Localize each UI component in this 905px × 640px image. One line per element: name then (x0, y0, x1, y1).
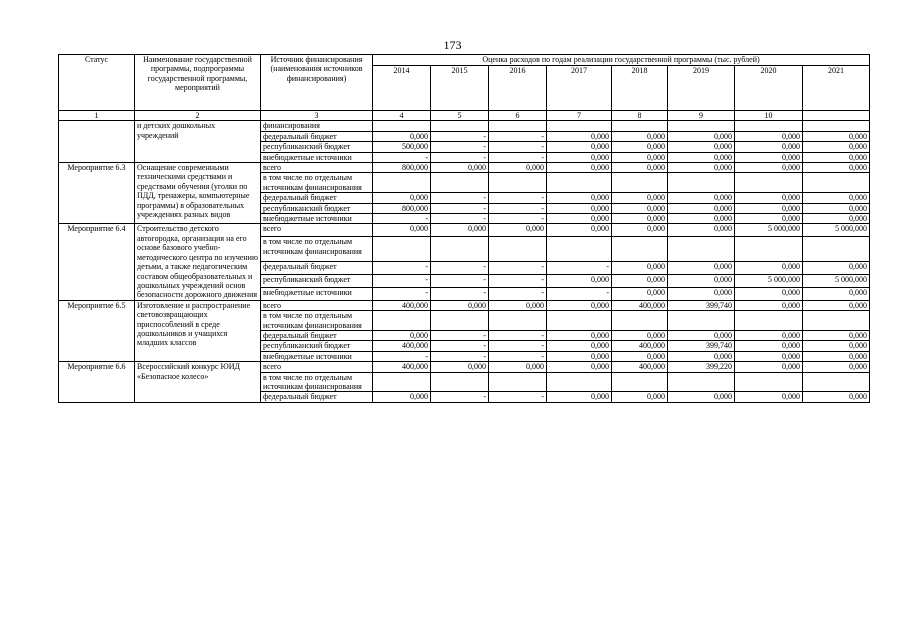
amount-cell: - (489, 341, 547, 351)
amount-cell: 0,000 (489, 362, 547, 372)
activity-name: Всероссийский конкурс ЮИД «Безопасное колесо» (135, 362, 261, 403)
amount-cell: - (489, 330, 547, 340)
amount-cell: - (431, 152, 489, 162)
amount-cell: 0,000 (373, 193, 431, 203)
amount-cell: 0,000 (431, 163, 489, 173)
amount-cell: - (431, 287, 489, 300)
amount-cell: - (489, 203, 547, 213)
amount-cell (668, 173, 735, 193)
amount-cell (612, 372, 668, 392)
amount-cell: 0,000 (668, 287, 735, 300)
amount-cell: 0,000 (803, 287, 870, 300)
amount-cell: 0,000 (803, 330, 870, 340)
amount-cell: - (489, 392, 547, 402)
amount-cell (373, 372, 431, 392)
amount-cell: 0,000 (612, 163, 668, 173)
amount-cell: 0,000 (612, 152, 668, 162)
amount-cell: 0,000 (489, 224, 547, 237)
header-name: Наименование государственной программы, подпрограммы государственной программы, мероприятий (135, 55, 261, 111)
amount-cell: 0,000 (735, 163, 803, 173)
funding-source: внебюджетные источники (261, 351, 373, 361)
amount-cell: - (431, 351, 489, 361)
amount-cell (373, 121, 431, 131)
amount-cell: 0,000 (612, 261, 668, 274)
funding-source: в том числе по отдельным источникам финансирования (261, 173, 373, 193)
amount-cell: 0,000 (803, 300, 870, 310)
funding-source: всего (261, 362, 373, 372)
amount-cell (431, 121, 489, 131)
amount-cell: 0,000 (803, 152, 870, 162)
amount-cell: 0,000 (735, 261, 803, 274)
funding-source: федеральный бюджет (261, 193, 373, 203)
amount-cell: 0,000 (668, 224, 735, 237)
amount-cell: 0,000 (431, 362, 489, 372)
amount-cell: 0,000 (803, 203, 870, 213)
column-number: 5 (431, 111, 489, 121)
funding-source: республиканский бюджет (261, 142, 373, 152)
funding-source: в том числе по отдельным источникам финансирования (261, 311, 373, 331)
amount-cell: 0,000 (612, 351, 668, 361)
amount-cell: 0,000 (547, 163, 612, 173)
amount-cell: - (373, 287, 431, 300)
amount-cell: 0,000 (668, 131, 735, 141)
amount-cell (547, 173, 612, 193)
amount-cell: 5 000,000 (803, 274, 870, 287)
amount-cell: 0,000 (668, 392, 735, 402)
funding-source: всего (261, 163, 373, 173)
amount-cell: 400,000 (373, 362, 431, 372)
activity-status: Мероприятие 6.3 (59, 163, 135, 224)
amount-cell: - (489, 274, 547, 287)
column-number: 7 (547, 111, 612, 121)
header-year: 2020 (735, 66, 803, 111)
amount-cell: 0,000 (547, 351, 612, 361)
amount-cell: 0,000 (668, 214, 735, 224)
amount-cell: 0,000 (373, 392, 431, 402)
amount-cell: 0,000 (547, 214, 612, 224)
amount-cell: 0,000 (803, 193, 870, 203)
amount-cell: - (431, 330, 489, 340)
amount-cell (431, 237, 489, 262)
amount-cell (547, 372, 612, 392)
amount-cell: - (489, 261, 547, 274)
amount-cell: - (373, 351, 431, 361)
table-row (59, 163, 870, 173)
amount-cell (803, 121, 870, 131)
amount-cell: 0,000 (612, 287, 668, 300)
amount-cell: 0,000 (668, 351, 735, 361)
column-number: 8 (612, 111, 668, 121)
amount-cell (612, 121, 668, 131)
table-row (59, 121, 870, 131)
amount-cell (431, 173, 489, 193)
amount-cell: 800,000 (373, 163, 431, 173)
amount-cell: - (489, 351, 547, 361)
amount-cell (489, 173, 547, 193)
funding-source: федеральный бюджет (261, 131, 373, 141)
page-number: 173 (443, 38, 462, 52)
funding-source: в том числе по отдельным источникам финансирования (261, 237, 373, 262)
amount-cell: 0,000 (547, 203, 612, 213)
column-number: 4 (373, 111, 431, 121)
amount-cell (612, 311, 668, 331)
amount-cell: - (373, 152, 431, 162)
amount-cell: 500,000 (373, 142, 431, 152)
table-body (59, 121, 870, 402)
amount-cell: 400,000 (612, 362, 668, 372)
amount-cell: - (431, 274, 489, 287)
amount-cell: 0,000 (612, 203, 668, 213)
amount-cell: 400,000 (612, 341, 668, 351)
amount-cell: 0,000 (489, 300, 547, 310)
amount-cell: 400,000 (373, 341, 431, 351)
amount-cell (668, 311, 735, 331)
amount-cell (803, 311, 870, 331)
amount-cell: 399,220 (668, 362, 735, 372)
amount-cell: 0,000 (735, 152, 803, 162)
budget-table (58, 54, 870, 403)
amount-cell: - (547, 287, 612, 300)
amount-cell: 0,000 (735, 203, 803, 213)
header-source: Источник финансирования (наименования источников финансирования) (261, 55, 373, 111)
amount-cell: - (489, 142, 547, 152)
amount-cell: 0,000 (612, 131, 668, 141)
amount-cell: 0,000 (547, 274, 612, 287)
activity-status: Мероприятие 6.5 (59, 300, 135, 361)
amount-cell: 0,000 (547, 152, 612, 162)
amount-cell: 0,000 (668, 261, 735, 274)
amount-cell: 5 000,000 (735, 274, 803, 287)
amount-cell: 0,000 (547, 300, 612, 310)
funding-source: республиканский бюджет (261, 341, 373, 351)
amount-cell: - (489, 214, 547, 224)
amount-cell: 800,000 (373, 203, 431, 213)
funding-source: республиканский бюджет (261, 274, 373, 287)
amount-cell (489, 237, 547, 262)
amount-cell: 0,000 (735, 362, 803, 372)
amount-cell: 400,000 (612, 300, 668, 310)
amount-cell: 0,000 (547, 142, 612, 152)
column-number: 1 (59, 111, 135, 121)
amount-cell: - (431, 341, 489, 351)
amount-cell: 5 000,000 (803, 224, 870, 237)
amount-cell: 0,000 (547, 193, 612, 203)
amount-cell: 0,000 (735, 351, 803, 361)
amount-cell: - (489, 152, 547, 162)
amount-cell: 0,000 (803, 131, 870, 141)
amount-cell: 399,740 (668, 341, 735, 351)
column-number: 10 (735, 111, 803, 121)
funding-source: внебюджетные источники (261, 287, 373, 300)
amount-cell (373, 311, 431, 331)
amount-cell: - (547, 261, 612, 274)
header-year: 2016 (489, 66, 547, 111)
amount-cell: 0,000 (612, 224, 668, 237)
activity-name: Строительство детского автогородка, организация на его основе базового учебно-методического центра по изучению детьми, а также педагогическим составом общеобразовательных и дошкольных учреждений основ безопасности дорожного движения (135, 224, 261, 300)
amount-cell: - (431, 203, 489, 213)
amount-cell (668, 237, 735, 262)
amount-cell (373, 237, 431, 262)
funding-source: в том числе по отдельным источникам финансирования (261, 372, 373, 392)
funding-source: всего (261, 300, 373, 310)
amount-cell: 0,000 (612, 392, 668, 402)
funding-source: всего (261, 224, 373, 237)
table-row (59, 362, 870, 372)
amount-cell (612, 237, 668, 262)
amount-cell: 0,000 (735, 341, 803, 351)
amount-cell (735, 372, 803, 392)
amount-cell: 0,000 (431, 224, 489, 237)
amount-cell: 0,000 (547, 224, 612, 237)
table-header (59, 55, 870, 121)
amount-cell: 0,000 (735, 142, 803, 152)
amount-cell (373, 173, 431, 193)
amount-cell: 0,000 (373, 330, 431, 340)
header-status: Статус (59, 55, 135, 111)
amount-cell: 0,000 (803, 214, 870, 224)
column-number: 9 (668, 111, 735, 121)
amount-cell: 0,000 (735, 214, 803, 224)
amount-cell: 0,000 (373, 224, 431, 237)
amount-cell: 0,000 (735, 287, 803, 300)
amount-cell: 5 000,000 (735, 224, 803, 237)
amount-cell: 0,000 (735, 193, 803, 203)
amount-cell: - (489, 193, 547, 203)
amount-cell: 0,000 (803, 362, 870, 372)
amount-cell: - (373, 214, 431, 224)
activity-status: Мероприятие 6.4 (59, 224, 135, 300)
amount-cell: 0,000 (668, 142, 735, 152)
amount-cell: 0,000 (803, 163, 870, 173)
amount-cell (489, 121, 547, 131)
amount-cell: 0,000 (668, 274, 735, 287)
amount-cell: 0,000 (735, 392, 803, 402)
amount-cell (735, 121, 803, 131)
amount-cell: 0,000 (489, 163, 547, 173)
amount-cell: 0,000 (803, 341, 870, 351)
amount-cell: 0,000 (803, 392, 870, 402)
amount-cell: 400,000 (373, 300, 431, 310)
amount-cell: 0,000 (735, 330, 803, 340)
amount-cell: 0,000 (668, 163, 735, 173)
amount-cell: - (431, 193, 489, 203)
column-number: 2 (135, 111, 261, 121)
amount-cell (547, 311, 612, 331)
activity-name: и детских дошкольных учреждений (135, 121, 261, 163)
header-estimate: Оценка расходов по годам реализации государственной программы (тыс. рублей) (373, 55, 870, 66)
amount-cell: - (489, 131, 547, 141)
funding-source: федеральный бюджет (261, 261, 373, 274)
header-year: 2018 (612, 66, 668, 111)
amount-cell: - (489, 287, 547, 300)
amount-cell: 0,000 (547, 392, 612, 402)
activity-status (59, 121, 135, 163)
amount-cell (735, 311, 803, 331)
amount-cell: 0,000 (668, 330, 735, 340)
funding-source: федеральный бюджет (261, 392, 373, 402)
amount-cell (668, 372, 735, 392)
amount-cell: - (431, 142, 489, 152)
amount-cell (547, 121, 612, 131)
funding-source: внебюджетные источники (261, 152, 373, 162)
activity-name: Изготовление и распространение световозвращающих приспособлений в среде дошкольников и учащихся младших классов (135, 300, 261, 361)
amount-cell: - (431, 392, 489, 402)
header-year: 2015 (431, 66, 489, 111)
amount-cell: 0,000 (547, 330, 612, 340)
amount-cell: 0,000 (803, 261, 870, 274)
amount-cell: 399,740 (668, 300, 735, 310)
amount-cell: 0,000 (431, 300, 489, 310)
amount-cell (803, 237, 870, 262)
amount-cell: - (431, 131, 489, 141)
header-year: 2019 (668, 66, 735, 111)
amount-cell: 0,000 (612, 142, 668, 152)
amount-cell: - (431, 214, 489, 224)
column-number: 3 (261, 111, 373, 121)
column-numbering-row (59, 111, 870, 121)
amount-cell: 0,000 (668, 152, 735, 162)
amount-cell: 0,000 (803, 351, 870, 361)
amount-cell: 0,000 (735, 300, 803, 310)
amount-cell: 0,000 (547, 131, 612, 141)
amount-cell (431, 311, 489, 331)
table-row (59, 300, 870, 310)
funding-source: финансирования (261, 121, 373, 131)
amount-cell: 0,000 (803, 142, 870, 152)
amount-cell (547, 237, 612, 262)
funding-source: федеральный бюджет (261, 330, 373, 340)
header-year: 2017 (547, 66, 612, 111)
activity-status: Мероприятие 6.6 (59, 362, 135, 403)
amount-cell (668, 121, 735, 131)
amount-cell: 0,000 (373, 131, 431, 141)
funding-source: внебюджетные источники (261, 214, 373, 224)
amount-cell: 0,000 (547, 362, 612, 372)
amount-cell: 0,000 (612, 193, 668, 203)
amount-cell: 0,000 (735, 131, 803, 141)
amount-cell: 0,000 (612, 274, 668, 287)
amount-cell (803, 173, 870, 193)
amount-cell: 0,000 (668, 193, 735, 203)
amount-cell: 0,000 (612, 214, 668, 224)
amount-cell (735, 173, 803, 193)
column-number: 6 (489, 111, 547, 121)
amount-cell (489, 372, 547, 392)
header-year: 2014 (373, 66, 431, 111)
header-year: 2021 (803, 66, 870, 111)
amount-cell: 0,000 (612, 330, 668, 340)
amount-cell: - (373, 274, 431, 287)
activity-name: Оснащение современными техническими средствами и средствами обучения (уголки по ПДД, тренажеры, компьютерные программы) в образовательных учреждениях разных видов (135, 163, 261, 224)
amount-cell: - (431, 261, 489, 274)
amount-cell (431, 372, 489, 392)
amount-cell: 0,000 (547, 341, 612, 351)
amount-cell (612, 173, 668, 193)
funding-source: республиканский бюджет (261, 203, 373, 213)
amount-cell (735, 237, 803, 262)
amount-cell (803, 372, 870, 392)
column-number (803, 111, 870, 121)
amount-cell: 0,000 (668, 203, 735, 213)
amount-cell (489, 311, 547, 331)
table-row (59, 224, 870, 237)
amount-cell: - (373, 261, 431, 274)
